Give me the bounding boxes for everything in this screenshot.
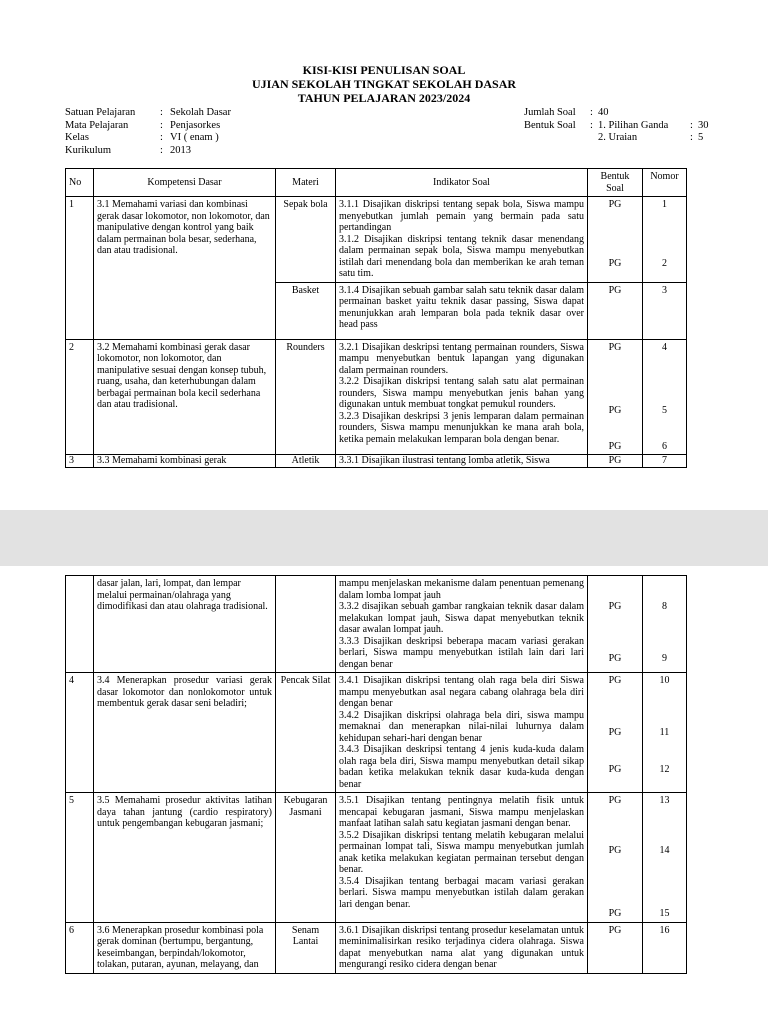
row-no: 1	[66, 197, 94, 340]
info-value: Sekolah Dasar	[170, 107, 231, 118]
indikator-item: 3.1.1 Disajikan diskripsi tentang sepak bola, Siswa mampu menyebutkan jumlah pemain yang bermain pada satu pertandingan	[339, 199, 584, 233]
row-indikator	[336, 673, 588, 793]
indikator-item: 3.2.1 Disajikan deskripsi tentang permainan rounders, Siswa mampu menyebutkan bentuk lapangan yang digunakan dalam permainan rounders.	[339, 341, 584, 376]
table-row	[66, 793, 687, 923]
row-kd: dasar jalan, lari, lompat, dan lempar melalui permainan/olahraga yang dimodifikasi dan atau olahraga tradisional.	[94, 576, 276, 673]
table-row	[66, 197, 687, 283]
row-materi: Sepak bola	[276, 197, 336, 283]
info-value: 2013	[170, 144, 191, 156]
header-materi: Materi	[276, 169, 336, 197]
bentuk-1-label: 1. Pilihan Ganda	[598, 119, 669, 131]
table-row	[66, 455, 687, 468]
row-no: 5	[66, 793, 94, 923]
row-materi: Pencak Silat	[276, 673, 336, 793]
indikator-item: 3.3.2 disajikan sebuah gambar rangkaian teknik dasar dalam melakukan lompat jauh, Siswa dapat menyebutkan teknik dasar awalan lompat jauh.	[339, 601, 584, 635]
row-nomor: 7	[643, 455, 687, 468]
row-nomor: 16	[643, 922, 687, 973]
header-nomor: Nomor	[643, 169, 687, 197]
row-kd: 3.5 Memahami prosedur aktivitas latihan daya tahan jantung (cardio respiratory) untuk pengembangan kebugaran jasmani;	[94, 793, 276, 923]
info-label: Kurikulum	[65, 144, 112, 156]
indikator-item: 3.2.2 Disajikan diskripsi tentang salah satu alat permainan rounders, Siswa mampu menyebutkan jenis bahan yang digunakan untuk membuat tongkat pemukul rounders.	[339, 376, 584, 410]
row-bentuk: PG	[588, 282, 643, 339]
row-materi: Kebugaran Jasmani	[276, 793, 336, 923]
row-no: 6	[66, 922, 94, 973]
row-nomor: 4 5 6	[643, 339, 687, 455]
row-kd: 3.3 Memahami kombinasi gerak	[94, 455, 276, 468]
bentuk-2-value: 5	[698, 132, 704, 143]
row-kd: 3.4 Menerapkan prosedur variasi gerak dasar lokomotor dan nonlokomotor untuk membentuk gerak dasar seni beladiri;	[94, 673, 276, 793]
indikator-item: 3.3.3 Disajikan deskripsi beberapa macam variasi gerakan berlari, Siswa mampu menyebutkan istilah lain dari lari dengan benar	[339, 635, 584, 670]
indikator-item: 3.5.1 Disajikan tentang pentingnya melatih fisik untuk mencapai kebugaran jasmani, Siswa mampu menjelaskan manfaat latihan salah satu kegiatan jasmani dengan benar.	[339, 795, 584, 829]
row-bentuk: PG	[588, 455, 643, 468]
bentuk-1-value: 30	[698, 119, 709, 131]
jumlah-value: 40	[598, 107, 609, 118]
header-no: No	[66, 169, 94, 197]
info-label: Mata Pelajaran	[65, 119, 129, 131]
info-right: Jumlah Soal : 40 Bentuk Soal : 1. Pilihan Ganda : 30 2. Uraian : 5	[524, 107, 709, 143]
indikator-item: mampu menjelaskan mekanisme dalam penentuan pemenang dalam lomba lompat jauh	[339, 578, 584, 601]
row-indikator	[336, 793, 588, 923]
row-nomor: 1 2	[643, 197, 687, 283]
row-bentuk: PG PG	[588, 197, 643, 283]
row-indikator: 3.1.4 Disajikan sebuah gambar salah satu teknik dasar dalam permainan basket yaitu teknik dasar passing, Siswa dapat menunjukkan arah lemparan bola pada teknik dasar over head pass	[336, 282, 588, 339]
table-row	[66, 673, 687, 793]
row-nomor: 10 11 12	[643, 673, 687, 793]
row-no: 4	[66, 673, 94, 793]
row-indikator	[336, 339, 588, 455]
bentuk-2-label: 2. Uraian	[598, 132, 638, 143]
row-bentuk: PG PG PG	[588, 339, 643, 455]
row-materi: Rounders	[276, 339, 336, 455]
row-nomor: 8 9	[643, 576, 687, 673]
page-separator	[0, 510, 768, 566]
indikator-item: 3.5.2 Disajikan diskripsi tentang melatih kebugaran melalui permainan lompat tali, Siswa mampu menyebutkan jumlah anak ketika melakukan kegiatan permainan tersebut dengan benar.	[339, 829, 584, 875]
row-bentuk: PG	[588, 922, 643, 973]
indikator-item: 3.4.3 Disajikan deskripsi tentang 4 jenis kuda-kuda dalam olah raga bela diri, Siswa mampu menyebutkan detail sikap badan ketika melakukan teknik dasar kuda-kuda dengan benar	[339, 744, 584, 790]
info-left: Satuan Pelajaran : Sekolah Dasar Mata Pelajaran : Penjasorkes Kelas : VI ( enam ) Kurikulum : 2013	[65, 107, 231, 156]
row-indikator: 3.3.1 Disajikan ilustrasi tentang lomba atletik, Siswa	[336, 455, 588, 468]
row-materi: Senam Lantai	[276, 922, 336, 973]
row-no: 3	[66, 455, 94, 468]
row-materi: Atletik	[276, 455, 336, 468]
header-indikator: Indikator Soal	[336, 169, 588, 197]
info-value: Penjasorkes	[170, 119, 221, 131]
info-label: Kelas	[65, 132, 89, 143]
bentuk-label: Bentuk Soal	[524, 119, 576, 131]
row-kd: 3.6 Menerapkan prosedur kombinasi pola gerak dominan (bertumpu, bergantung, keseimbangan, berpindah/lokomotor, tolakan, putaran, ayunan, melayang, dan	[94, 922, 276, 973]
row-kd: 3.2 Memahami kombinasi gerak dasar lokomotor, non lokomotor, dan manipulative sesuai dengan konsep tubuh, ruang, usaha, dan keterhubungan dalam berbagai permainan bola kecil sederhana dan atau tradisional.	[94, 339, 276, 455]
header-kd: Kompetensi Dasar	[94, 169, 276, 197]
row-bentuk: PG PG	[588, 576, 643, 673]
table-row	[66, 339, 687, 455]
row-materi: Basket	[276, 282, 336, 339]
table-row	[66, 576, 687, 673]
row-bentuk: PG PG PG	[588, 793, 643, 923]
row-nomor: 3	[643, 282, 687, 339]
row-indikator	[336, 197, 588, 283]
jumlah-label: Jumlah Soal	[524, 107, 576, 118]
doc-year: TAHUN PELAJARAN 2023/2024	[297, 91, 471, 105]
table-row	[66, 922, 687, 973]
table-header-row	[66, 169, 687, 197]
doc-title: KISI-KISI PENULISAN SOAL	[302, 63, 466, 77]
header-bentuk: Bentuk Soal	[588, 169, 643, 197]
kisi-kisi-table	[65, 168, 687, 468]
row-kd: 3.1 Memahami variasi dan kombinasi gerak dasar lokomotor, non lokomotor, dan manipulative dengan kontrol yang baik dalam permainan bola besar, sederhana, dan atau tradisional.	[94, 197, 276, 340]
row-nomor: 13 14 15	[643, 793, 687, 923]
page-1	[0, 0, 768, 510]
info-label: Satuan Pelajaran	[65, 107, 136, 118]
kisi-kisi-table-continued	[65, 575, 687, 974]
indikator-item: 3.4.1 Disajikan diskripsi tentang olah raga bela diri Siswa mampu menyebutkan asal negara cabang olahraga bela diri dengan benar	[339, 675, 584, 709]
indikator-item: 3.2.3 Disajikan deskripsi 3 jenis lemparan dalam permainan rounders, Siswa mampu menunjukkan ke mana arah bola, ketika pemain melakukan lemparan bola dengan benar.	[339, 410, 584, 445]
info-value: VI ( enam )	[170, 132, 219, 143]
doc-subtitle: UJIAN SEKOLAH TINGKAT SEKOLAH DASAR	[251, 77, 517, 91]
row-no: 2	[66, 339, 94, 455]
row-indikator	[336, 576, 588, 673]
indikator-item: 3.4.2 Disajikan diskripsi olahraga bela diri, siswa mampu memaknai dan menerapkan nilai-nilai luhurnya dalam kehidupan sehari-hari dengan benar	[339, 709, 584, 744]
row-indikator: 3.6.1 Disajikan diskripsi tentang prosedur keselamatan untuk meminimalisirkan resiko terjadinya cidera olahraga. Siswa dapat menyebutkan nama alat yang digunakan untuk mengurangi resiko cidera dengan benar	[336, 922, 588, 973]
indikator-item: 3.1.2 Disajikan diskripsi tentang teknik dasar menendang dalam permainan sepak bola, Siswa mampu menyebutkan istilah dari menendang bola dan memberikan ke arah teman satu tim.	[339, 233, 584, 279]
row-bentuk: PG PG PG	[588, 673, 643, 793]
indikator-item: 3.5.4 Disajikan tentang berbagai macam variasi gerakan berlari. Siswa mampu menyebutkan istilah dalam gerakan lari dengan benar.	[339, 875, 584, 910]
